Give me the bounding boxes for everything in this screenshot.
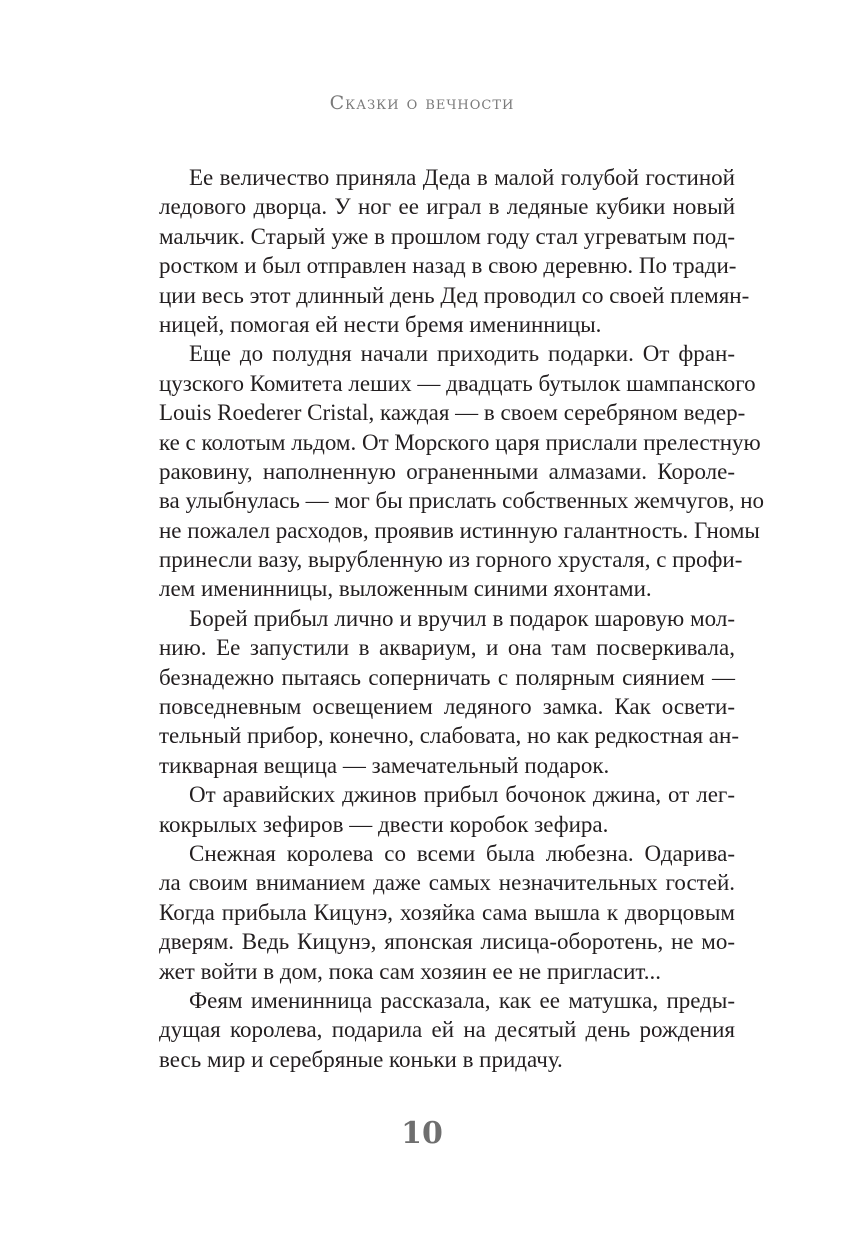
- text-line: ке с колотым льдом. От Морского царя прислали прелестную: [159, 429, 761, 455]
- text-line: От аравийских джинов прибыл бочонок джина, от лег-: [189, 782, 735, 808]
- text-line: Louis Roederer Cristal, каждая — в своем серебряном ведер-: [159, 400, 746, 426]
- running-head: Сказки о вечности: [329, 92, 515, 114]
- text-line: не пожалел расходов, проявив истинную галантность. Гномы: [159, 517, 760, 543]
- text-line: ледового дворца. У ног ее играл в ледяные кубики новый: [159, 194, 735, 220]
- text-line: кокрылых зефиров — двести коробок зефира.: [159, 811, 609, 837]
- text-line: безнадежно пытаясь соперничать с полярным сиянием —: [159, 664, 735, 690]
- body-text: [159, 163, 765, 1074]
- text-line: тельный прибор, конечно, слабовата, но как редкостная ан-: [159, 723, 739, 749]
- text-line: цузского Комитета леших — двадцать бутылок шампанского: [159, 370, 756, 396]
- text-line: ла своим вниманием даже самых незначительных гостей.: [159, 870, 735, 896]
- text-line: принесли вазу, вырубленную из горного хрусталя, с профи-: [159, 547, 743, 573]
- text-line: Снежная королева со всеми была любезна. Одарива-: [189, 840, 735, 866]
- text-line: мальчик. Старый уже в прошлом году стал угреватым под-: [159, 223, 735, 249]
- text-line: лем именинницы, выложенным синими яхонтами.: [159, 576, 652, 602]
- text-line: Борей прибыл лично и вручил в подарок шаровую мол-: [189, 605, 735, 631]
- text-line: повседневным освещением ледяного замка. Как освети-: [159, 694, 735, 720]
- text-line: ва улыбнулась — мог бы прислать собственных жемчугов, но: [159, 488, 765, 514]
- text-line: жет войти в дом, пока сам хозяин ее не пригласит...: [159, 958, 661, 984]
- text-line: ции весь этот длинный день Дед проводил со своей племян-: [159, 282, 750, 308]
- text-line: дверям. Ведь Кицунэ, японская лисица-оборотень, не мо-: [159, 929, 735, 955]
- text-line: нию. Ее запустили в аквариум, и она там посверкивала,: [159, 635, 735, 661]
- page-number: 10: [401, 1116, 443, 1151]
- text-line: тикварная вещица — замечательный подарок.: [159, 752, 610, 778]
- text-line: ростком и был отправлен назад в свою деревню. По тради-: [159, 253, 737, 279]
- text-line: весь мир и серебряные коньки в придачу.: [159, 1046, 563, 1072]
- text-line: Еще до полудня начали приходить подарки. От фран-: [189, 341, 735, 367]
- text-line: Феям именинница рассказала, как ее матушка, преды-: [189, 987, 735, 1013]
- text-line: ницей, помогая ей нести бремя именинницы.: [159, 311, 602, 337]
- text-line: раковину, наполненную ограненными алмазами. Короле-: [159, 458, 735, 484]
- text-line: Ее величество приняла Деда в малой голубой гостиной: [189, 165, 735, 190]
- text-line: дущая королева, подарила ей на десятый день рождения: [159, 1017, 735, 1043]
- text-line: Когда прибыла Кицунэ, хозяйка сама вышла к дворцовым: [159, 899, 735, 925]
